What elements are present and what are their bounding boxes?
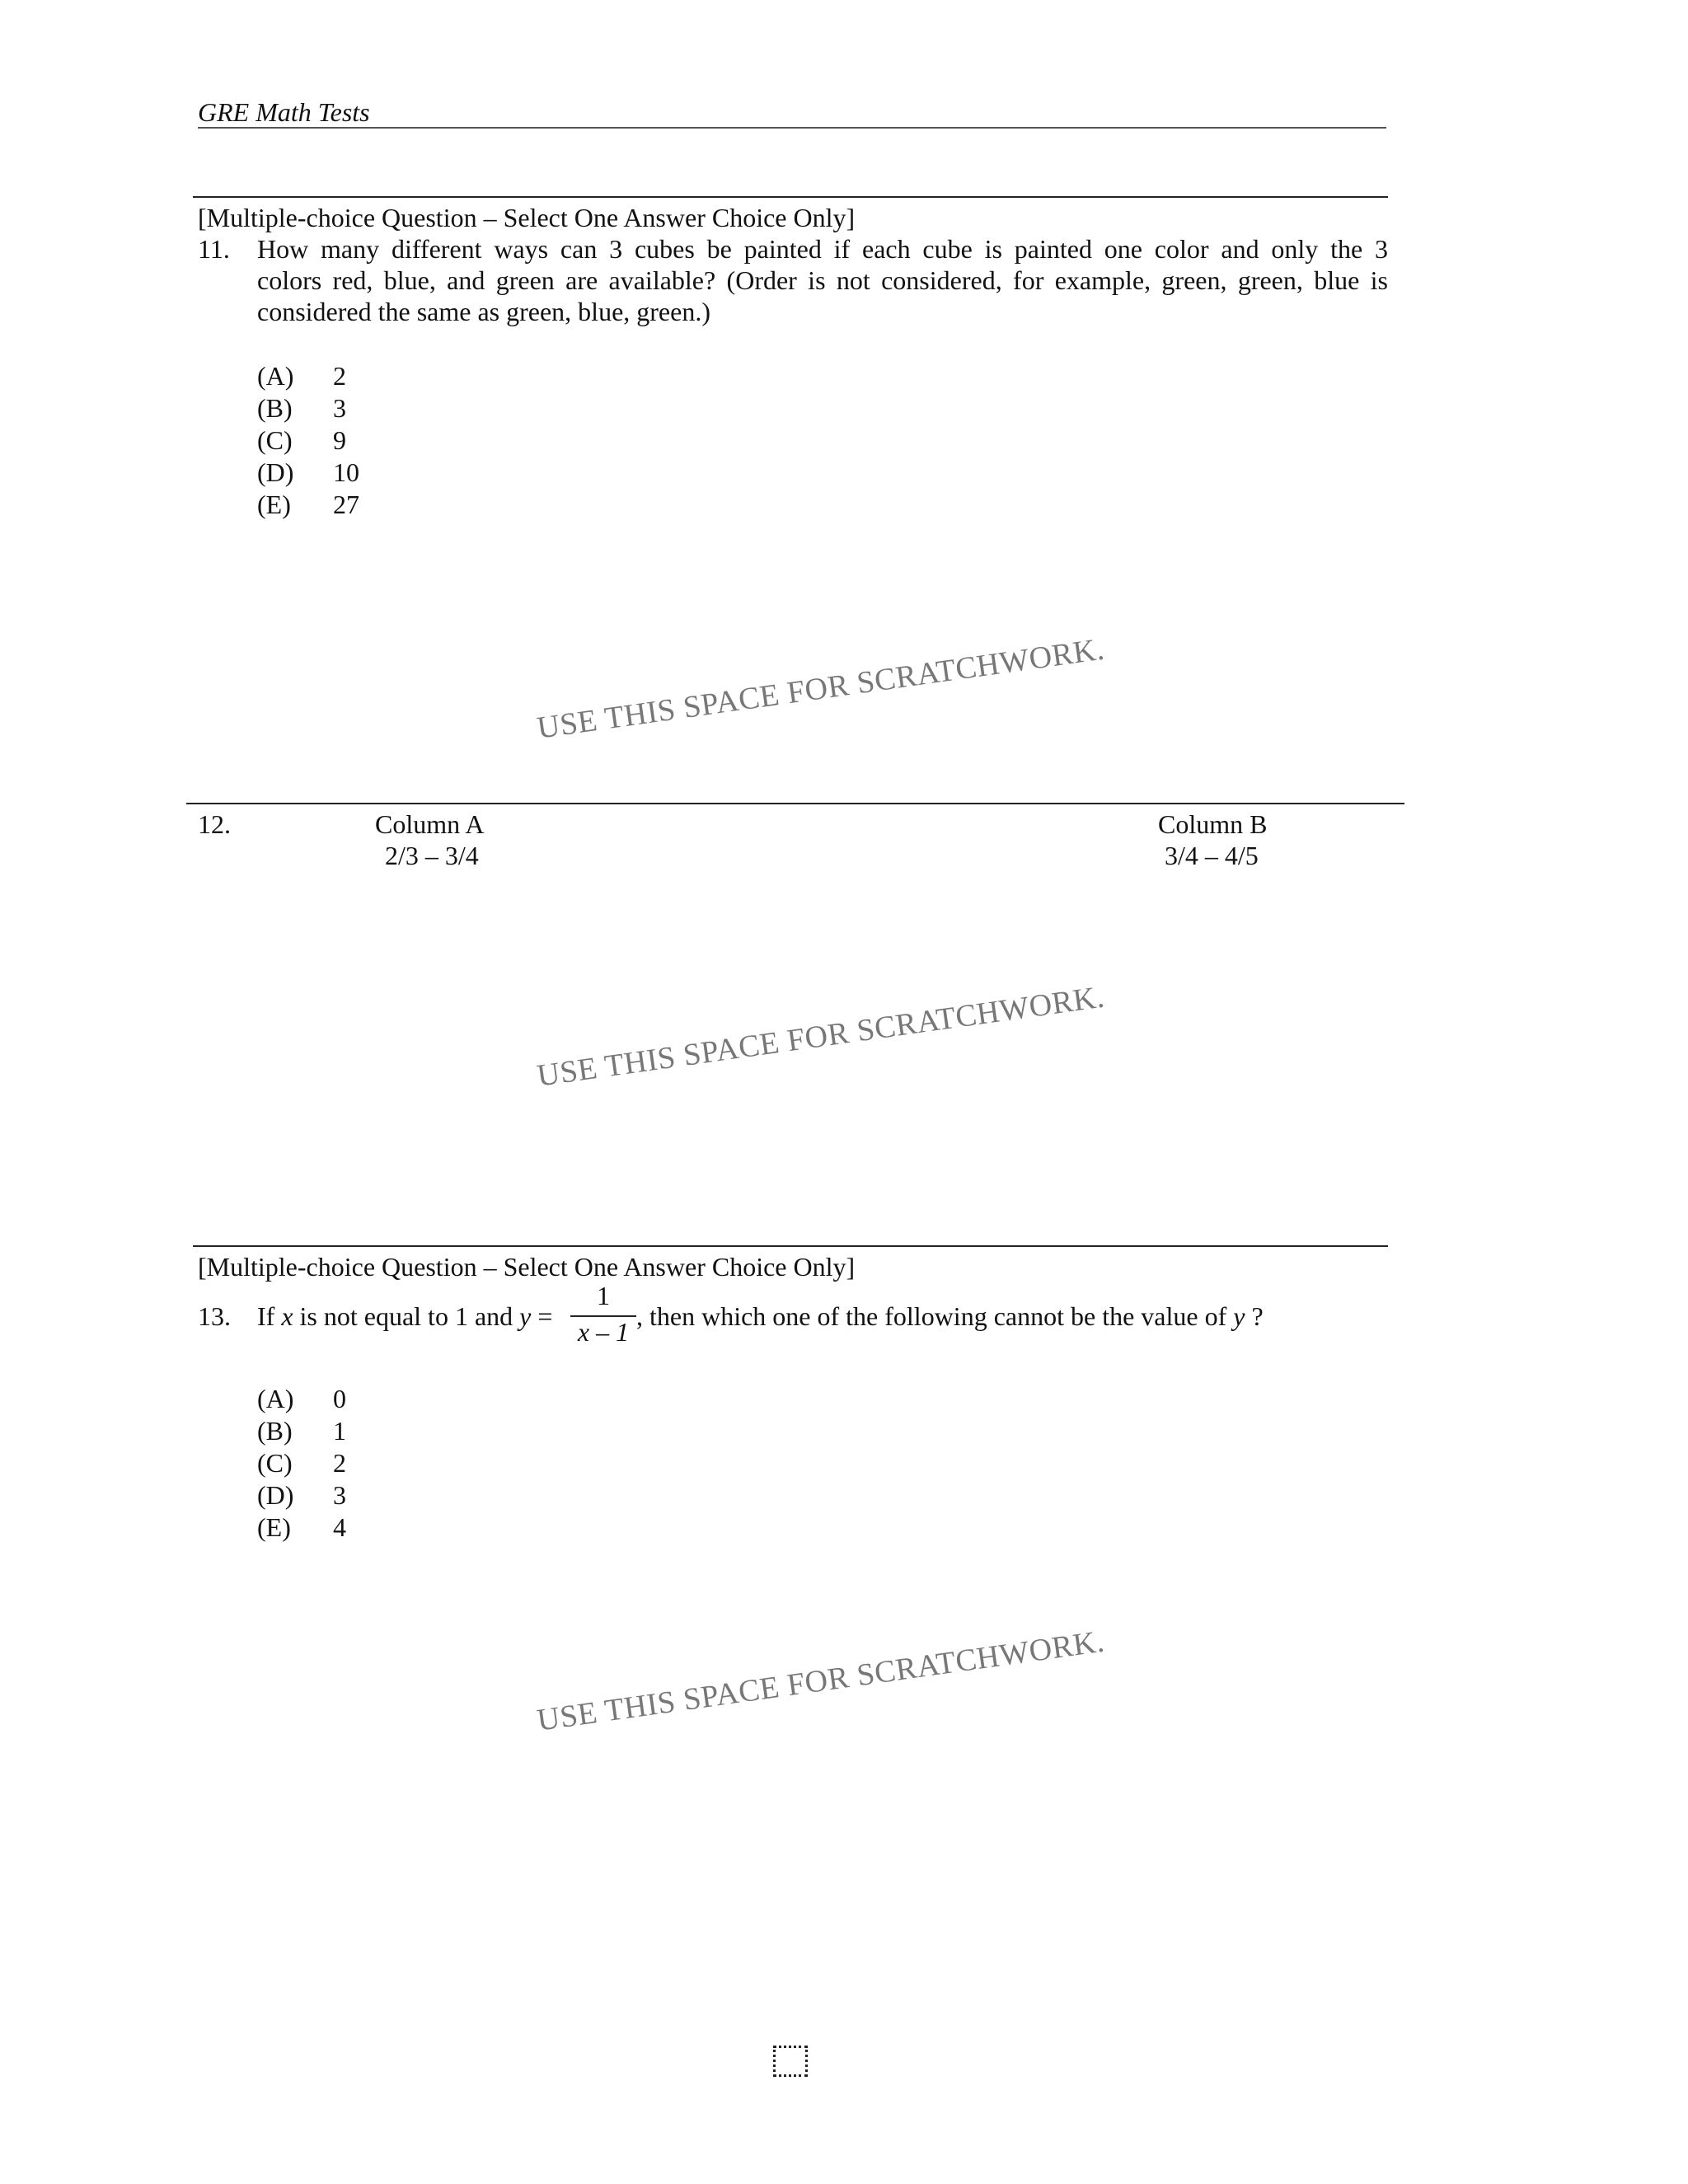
column-a-heading: Column A — [375, 809, 485, 839]
question-type-label: [Multiple-choice Question – Select One Answer Choice Only] — [198, 1252, 856, 1282]
section-divider — [193, 196, 1388, 198]
choice-label: (A) — [257, 361, 294, 391]
column-b-heading: Column B — [1158, 809, 1268, 839]
fraction-denominator: x – 1 — [577, 1317, 630, 1347]
choice-label: (B) — [257, 1416, 293, 1446]
choice-label: (E) — [257, 1512, 291, 1542]
choice-value: 27 — [333, 490, 359, 519]
choice-label: (D) — [257, 457, 294, 487]
fraction — [570, 1279, 636, 1353]
choice-label: (E) — [257, 490, 291, 519]
question-line: How many different ways can 3 cubes be painted if each cube is painted one color and only the 3 — [257, 234, 1388, 264]
scratchwork-watermark: USE THIS SPACE FOR SCRATCHWORK. — [535, 631, 1107, 746]
choice-value: 0 — [333, 1384, 346, 1413]
question-text-part: ? — [1245, 1301, 1264, 1331]
choice-label: (D) — [257, 1480, 294, 1510]
choice-value: 4 — [333, 1512, 346, 1542]
question-number: 11. — [198, 234, 230, 264]
question-number: 13. — [198, 1301, 231, 1331]
choice-label: (C) — [257, 425, 293, 455]
question-text-part: If — [257, 1301, 282, 1331]
question-text — [257, 1301, 552, 1332]
choice-value: 9 — [333, 425, 346, 455]
choice-label: (C) — [257, 1448, 293, 1478]
variable-y: y — [1233, 1301, 1245, 1331]
section-divider — [193, 1245, 1388, 1247]
question-text-part: , then which one of the following cannot be the value of — [636, 1301, 1234, 1331]
variable-y: y — [519, 1301, 532, 1331]
scratchwork-watermark: USE THIS SPACE FOR SCRATCHWORK. — [535, 1624, 1107, 1738]
equals-sign: = — [531, 1301, 553, 1331]
choice-value: 2 — [333, 361, 346, 391]
question-type-label: [Multiple-choice Question – Select One Answer Choice Only] — [198, 203, 856, 232]
choice-value: 3 — [333, 393, 346, 423]
page-footer-box — [773, 2046, 808, 2077]
choice-label: (A) — [257, 1384, 294, 1413]
question-line: considered the same as green, blue, green.) — [257, 297, 710, 326]
question-text — [636, 1301, 1264, 1332]
page-header-title: GRE Math Tests — [198, 97, 370, 127]
choice-value: 3 — [333, 1480, 346, 1510]
section-divider — [186, 803, 1404, 804]
question-text-part: is not equal to 1 and — [293, 1301, 520, 1331]
choice-value: 1 — [333, 1416, 346, 1446]
choice-label: (B) — [257, 393, 293, 423]
column-a-quantity: 2/3 – 3/4 — [385, 841, 479, 870]
variable-x: x — [281, 1301, 293, 1331]
fraction-numerator: 1 — [597, 1281, 610, 1310]
question-text — [257, 233, 1388, 327]
column-b-quantity: 3/4 – 4/5 — [1165, 841, 1259, 870]
choice-value: 2 — [333, 1448, 346, 1478]
choice-value: 10 — [333, 457, 359, 487]
scratchwork-watermark: USE THIS SPACE FOR SCRATCHWORK. — [535, 979, 1107, 1094]
header-rule — [198, 127, 1386, 129]
question-number: 12. — [198, 809, 231, 839]
question-line: colors red, blue, and green are available? (Order is not considered, for example, green, green, blue is — [257, 265, 1388, 295]
